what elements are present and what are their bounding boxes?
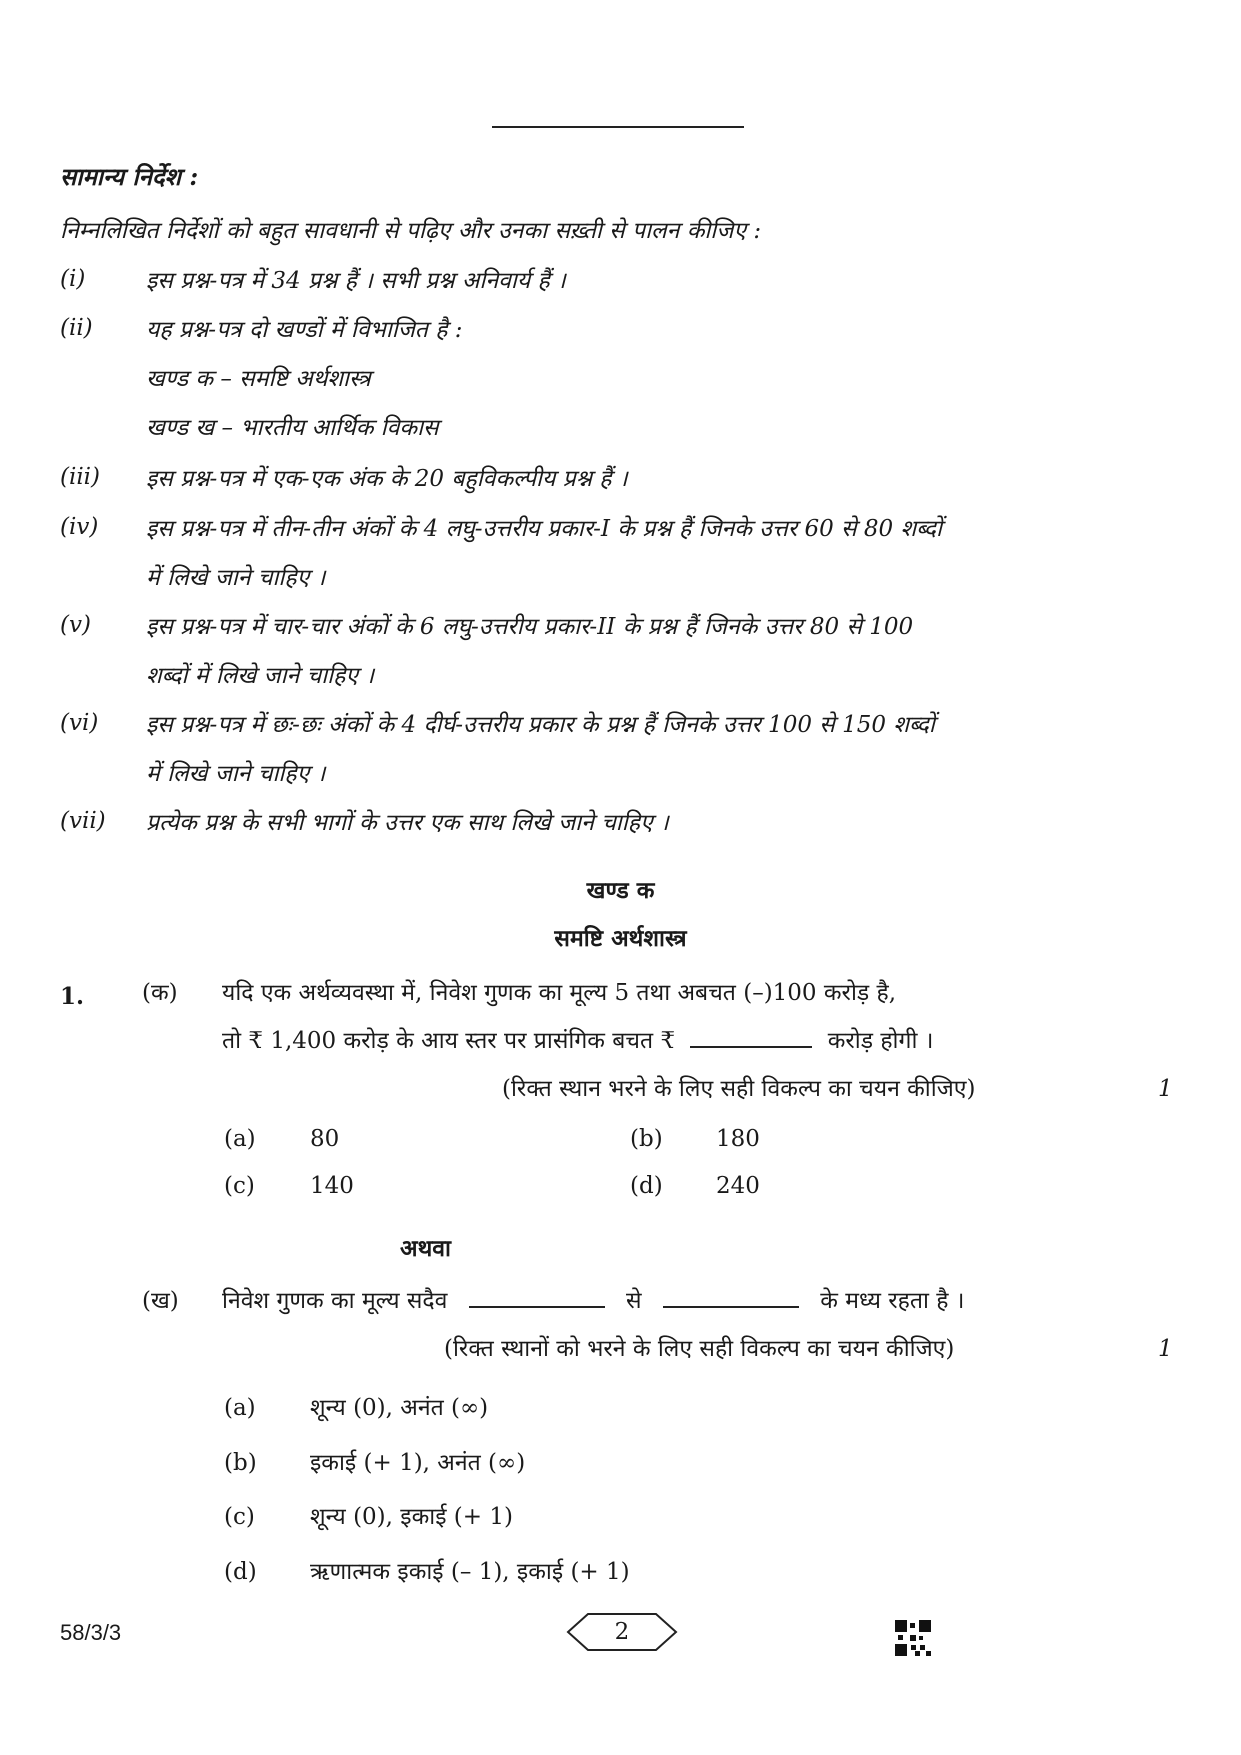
part-a-line-2-end: करोड़ होगी । — [827, 1028, 934, 1054]
instruction-text-4b: में लिखे जाने चाहिए । — [146, 565, 326, 591]
instruction-text-6a: इस प्रश्न-पत्र में छः-छः अंकों के 4 दीर्घ-उत्तरीय प्रकार के प्रश्न हैं जिनके उत्तर 100 से 150 शब्दों — [146, 712, 935, 738]
instruction-num-7: (vii) — [60, 808, 106, 834]
instruction-num-6: (vi) — [60, 710, 99, 736]
instruction-text-6b: में लिखे जाने चाहिए । — [146, 761, 326, 787]
part-b-instruction: (रिक्त स्थानों को भरने के लिए सही विकल्प का चयन कीजिए) — [444, 1336, 955, 1362]
section-name: खण्ड क — [586, 877, 655, 904]
option-text-b: इकाई (+ 1), अनंत (∞) — [310, 1450, 526, 1476]
fill-blank-1 — [469, 1286, 605, 1308]
question-number: 1. — [60, 983, 85, 1010]
option-text-a: शून्य (0), अनंत (∞) — [310, 1395, 489, 1421]
instruction-section-a: खण्ड क – समष्टि अर्थशास्त्र — [146, 366, 371, 392]
part-b-marks: 1 — [1158, 1336, 1173, 1362]
option-text-c: शून्य (0), इकाई (+ 1) — [310, 1504, 513, 1530]
instructions-title: सामान्य निर्देश : — [60, 162, 199, 191]
page-number: 2 — [614, 1619, 630, 1645]
option-label-b: (b) — [224, 1450, 257, 1476]
instruction-num-2: (ii) — [60, 315, 93, 341]
section-subject: समष्टि अर्थशास्त्र — [554, 925, 687, 952]
part-a-label: (क) — [142, 980, 178, 1006]
page-number-badge — [566, 1612, 678, 1652]
instruction-text-5a: इस प्रश्न-पत्र में चार-चार अंकों के 6 लघु-उत्तरीय प्रकार-II के प्रश्न हैं जिनके उत्तर 80 से 100 — [146, 614, 914, 640]
option-text-b: 180 — [716, 1126, 760, 1152]
part-a-line-2 — [222, 1026, 933, 1056]
instruction-text-5b: शब्दों में लिखे जाने चाहिए । — [146, 663, 375, 689]
option-label-a: (a) — [224, 1395, 256, 1421]
instruction-section-b: खण्ड ख – भारतीय आर्थिक विकास — [146, 415, 439, 441]
fill-blank-2 — [663, 1286, 799, 1308]
part-a-line-2-start: तो ₹ 1,400 करोड़ के आय स्तर पर प्रासंगिक बचत ₹ — [222, 1028, 676, 1054]
part-b-line-1-end: के मध्य रहता है । — [820, 1288, 965, 1314]
part-a-line-1: यदि एक अर्थव्यवस्था में, निवेश गुणक का मूल्य 5 तथा अबचत (–)100 करोड़ है, — [222, 980, 897, 1006]
part-b-line-1-start: निवेश गुणक का मूल्य सदैव — [222, 1288, 448, 1314]
or-label: अथवा — [400, 1235, 452, 1262]
option-label-d: (d) — [630, 1173, 663, 1199]
part-b-label: (ख) — [142, 1288, 179, 1314]
part-a-instruction: (रिक्त स्थान भरने के लिए सही विकल्प का चयन कीजिए) — [502, 1076, 976, 1102]
instruction-num-1: (i) — [60, 266, 86, 292]
instruction-num-3: (iii) — [60, 464, 101, 490]
qr-code-icon — [895, 1620, 931, 1656]
instructions-intro: निम्नलिखित निर्देशों को बहुत सावधानी से पढ़िए और उनका सख़्ती से पालन कीजिए : — [60, 218, 762, 244]
top-rule — [492, 126, 744, 128]
part-b-line-1-mid: से — [626, 1288, 642, 1314]
paper-code: 58/3/3 — [60, 1620, 122, 1645]
instruction-text-3: इस प्रश्न-पत्र में एक-एक अंक के 20 बहुविकल्पीय प्रश्न हैं । — [146, 466, 628, 492]
part-a-marks: 1 — [1158, 1076, 1173, 1102]
option-label-c: (c) — [224, 1504, 255, 1530]
option-text-c: 140 — [310, 1173, 354, 1199]
instruction-text-1: इस प्रश्न-पत्र में 34 प्रश्न हैं । सभी प्रश्न अनिवार्य हैं । — [146, 268, 566, 294]
part-b-line-1 — [222, 1286, 965, 1316]
instruction-text-2: यह प्रश्न-पत्र दो खण्डों में विभाजित है : — [146, 317, 463, 343]
option-text-d: ऋणात्मक इकाई (– 1), इकाई (+ 1) — [310, 1559, 630, 1585]
option-label-a: (a) — [224, 1126, 256, 1152]
instruction-num-4: (iv) — [60, 514, 99, 540]
instruction-text-7: प्रत्येक प्रश्न के सभी भागों के उत्तर एक साथ लिखे जाने चाहिए । — [146, 810, 669, 836]
option-text-d: 240 — [716, 1173, 760, 1199]
instruction-text-4a: इस प्रश्न-पत्र में तीन-तीन अंकों के 4 लघु-उत्तरीय प्रकार-I के प्रश्न हैं जिनके उत्तर 60 से 80 शब्दों — [146, 516, 942, 542]
option-text-a: 80 — [310, 1126, 340, 1152]
option-label-d: (d) — [224, 1559, 257, 1585]
option-label-c: (c) — [224, 1173, 255, 1199]
option-label-b: (b) — [630, 1126, 663, 1152]
instruction-num-5: (v) — [60, 612, 91, 638]
fill-blank — [690, 1026, 812, 1048]
